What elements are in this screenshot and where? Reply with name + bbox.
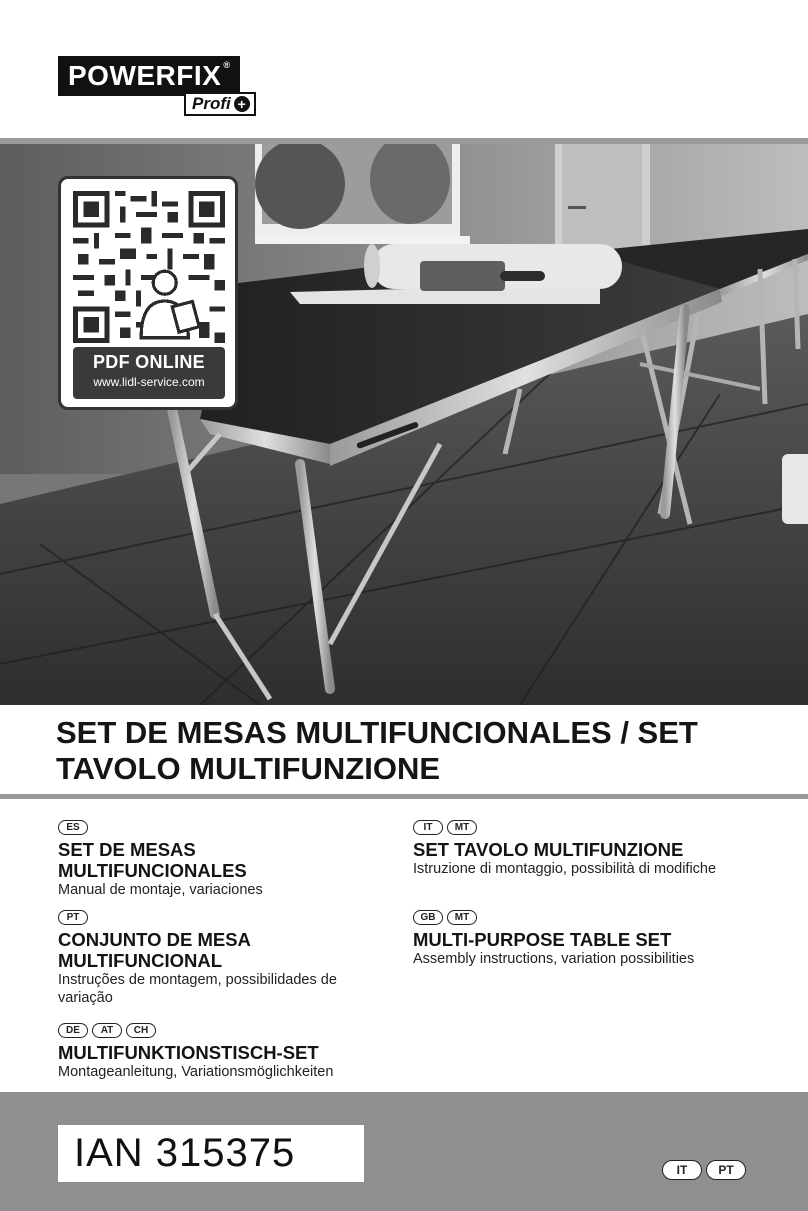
brand-logo	[58, 56, 246, 113]
title-band	[0, 705, 808, 794]
entry-gb	[413, 910, 773, 968]
language-badges	[413, 910, 773, 926]
ian-number: IAN 315375	[58, 1125, 364, 1182]
entry-title: SET DE MESAS MULTIFUNCIONALES	[58, 839, 247, 881]
badge-mt: MT	[447, 910, 477, 925]
badge-at: AT	[92, 1023, 122, 1038]
header	[0, 0, 808, 138]
entry-title: MULTI-PURPOSE TABLE SET	[413, 929, 672, 950]
language-badges	[58, 910, 358, 926]
footer	[0, 1092, 808, 1211]
pdf-online-label: PDF ONLINE	[92, 352, 205, 372]
brand-name: POWERFIX ®	[58, 56, 240, 96]
footer-language-badges	[662, 1160, 746, 1180]
entry-subtitle: Montageanleitung, Variationsmöglichkeiten	[58, 1064, 334, 1080]
entry-de	[58, 1023, 398, 1081]
language-badges	[58, 820, 388, 836]
badge-gb: GB	[413, 910, 443, 925]
entry-subtitle: Instruções de montagem, possibilidades de variação	[58, 972, 337, 1006]
document-title: SET DE MESAS MULTIFUNCIONALES / SET TAVOLO MULTIFUNZIONE	[56, 715, 698, 786]
badge-pt: PT	[58, 910, 88, 925]
qr-card[interactable]	[58, 176, 238, 410]
mid-divider	[0, 794, 808, 799]
plus-icon: +	[234, 96, 250, 112]
entry-subtitle: Istruzione di montaggio, possibilità di modifiche	[413, 861, 717, 877]
badge-it: IT	[662, 1160, 702, 1180]
language-badges	[413, 820, 773, 836]
badge-it: IT	[413, 820, 443, 835]
entry-pt	[58, 910, 358, 1007]
badge-es: ES	[58, 820, 88, 835]
entry-title: MULTIFUNKTIONSTISCH-SET	[58, 1042, 319, 1063]
qr-code-icon[interactable]	[73, 191, 225, 343]
registered-mark: ®	[223, 60, 231, 70]
entry-it	[413, 820, 773, 878]
entry-subtitle: Assembly instructions, variation possibilities	[413, 951, 695, 967]
entry-title: CONJUNTO DE MESA MULTIFUNCIONAL	[58, 929, 251, 971]
brand-sub	[184, 92, 256, 116]
brand-sub-label: Profi	[192, 94, 231, 113]
language-badges	[58, 1023, 398, 1039]
badge-ch: CH	[126, 1023, 156, 1038]
badge-mt: MT	[447, 820, 477, 835]
badge-pt: PT	[706, 1160, 746, 1180]
service-url[interactable]: www.lidl-service.com	[93, 375, 205, 389]
entry-es	[58, 820, 388, 899]
badge-de: DE	[58, 1023, 88, 1038]
entry-title: SET TAVOLO MULTIFUNZIONE	[413, 839, 684, 860]
pdf-online-banner[interactable]	[73, 347, 225, 399]
entry-subtitle: Manual de montaje, variaciones	[58, 882, 263, 898]
